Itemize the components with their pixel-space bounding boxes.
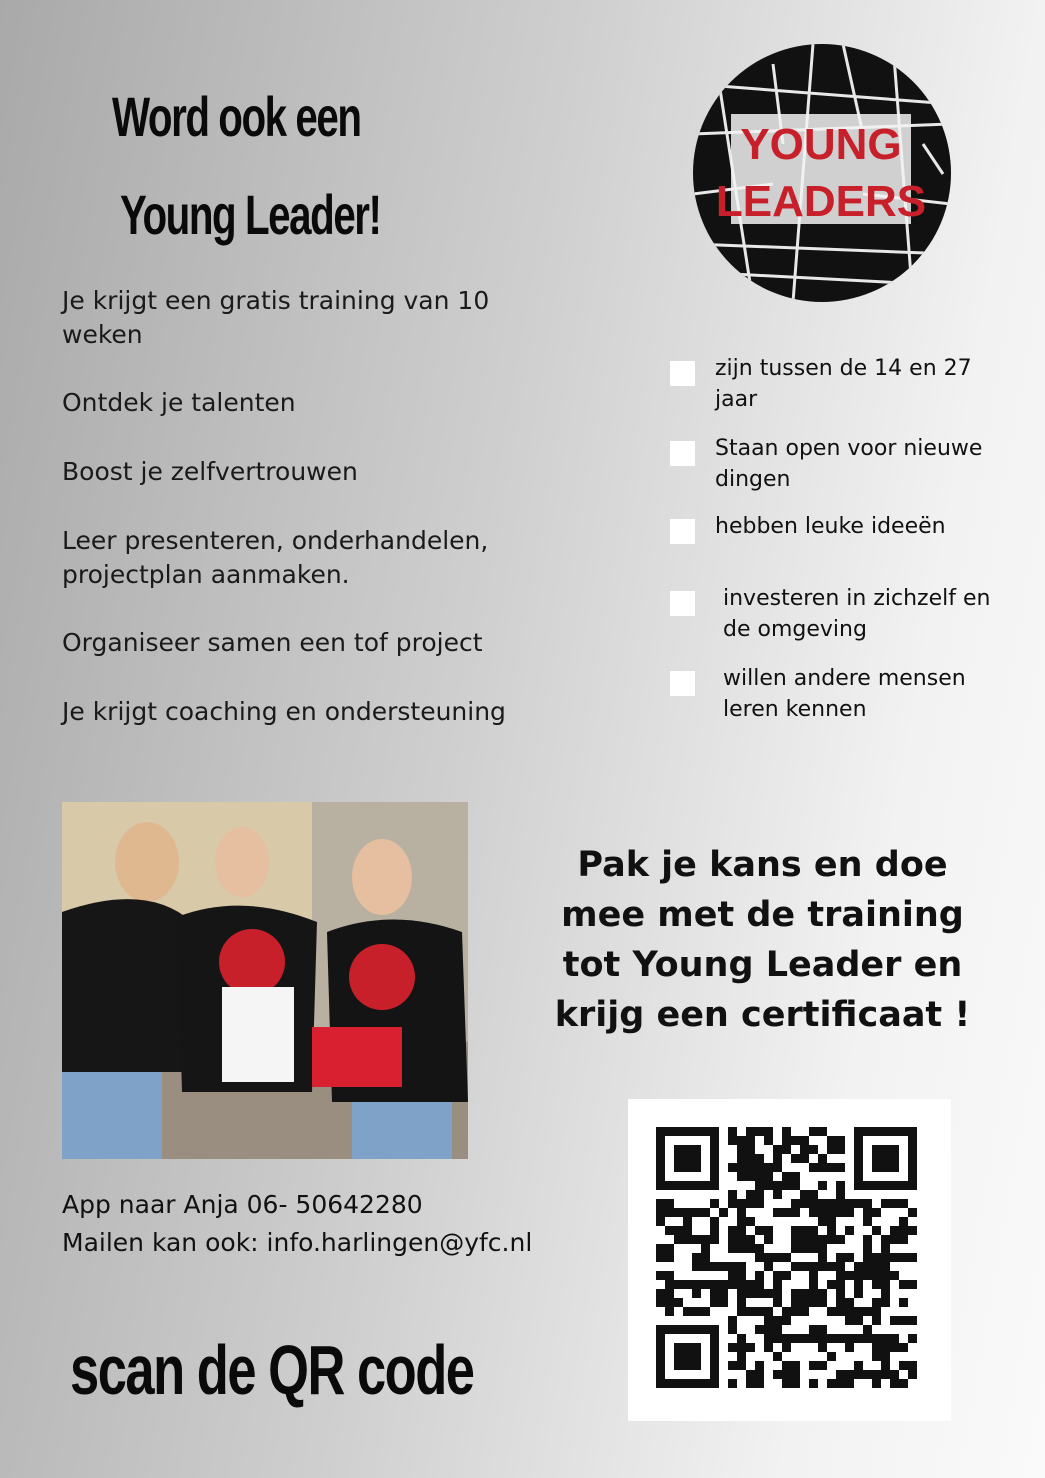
benefit-item: Boost je zelfvertrouwen — [62, 457, 358, 486]
benefit-item: Je krijgt een gratis training van 10 weken — [62, 286, 490, 349]
qr-code[interactable] — [628, 1099, 951, 1421]
benefit-item: Ontdek je talenten — [62, 388, 296, 417]
checkbox[interactable] — [670, 591, 695, 616]
contact-phone: App naar Anja 06- 50642280 — [62, 1190, 423, 1219]
logo-text-young: YOUNG — [740, 120, 902, 169]
map-pattern-icon — [693, 44, 951, 302]
checkbox[interactable] — [670, 671, 695, 696]
checkbox[interactable] — [670, 519, 695, 544]
contact-email[interactable]: Mailen kan ook: info.harlingen@yfc.nl — [62, 1228, 533, 1257]
checkbox[interactable] — [670, 361, 695, 386]
group-photo — [62, 802, 468, 1159]
checkbox[interactable] — [670, 441, 695, 466]
scan-qr-label: scan de QR code — [70, 1331, 474, 1409]
headline-line1: Word ook een — [112, 85, 361, 148]
benefit-item: Je krijgt coaching en ondersteuning — [62, 697, 506, 726]
young-leaders-logo — [693, 44, 951, 302]
headline-line2: Young Leader! — [120, 183, 381, 246]
logo-text-leaders: LEADERS — [715, 177, 927, 226]
call-to-action: Pak je kans en doe mee met de training tot Young Leader en krijg een certificaat ! — [554, 845, 971, 1035]
benefit-item: Leer presenteren, onderhandelen, projectplan aanmaken. — [62, 526, 489, 589]
benefit-item: Organiseer samen een tof project — [62, 628, 483, 657]
